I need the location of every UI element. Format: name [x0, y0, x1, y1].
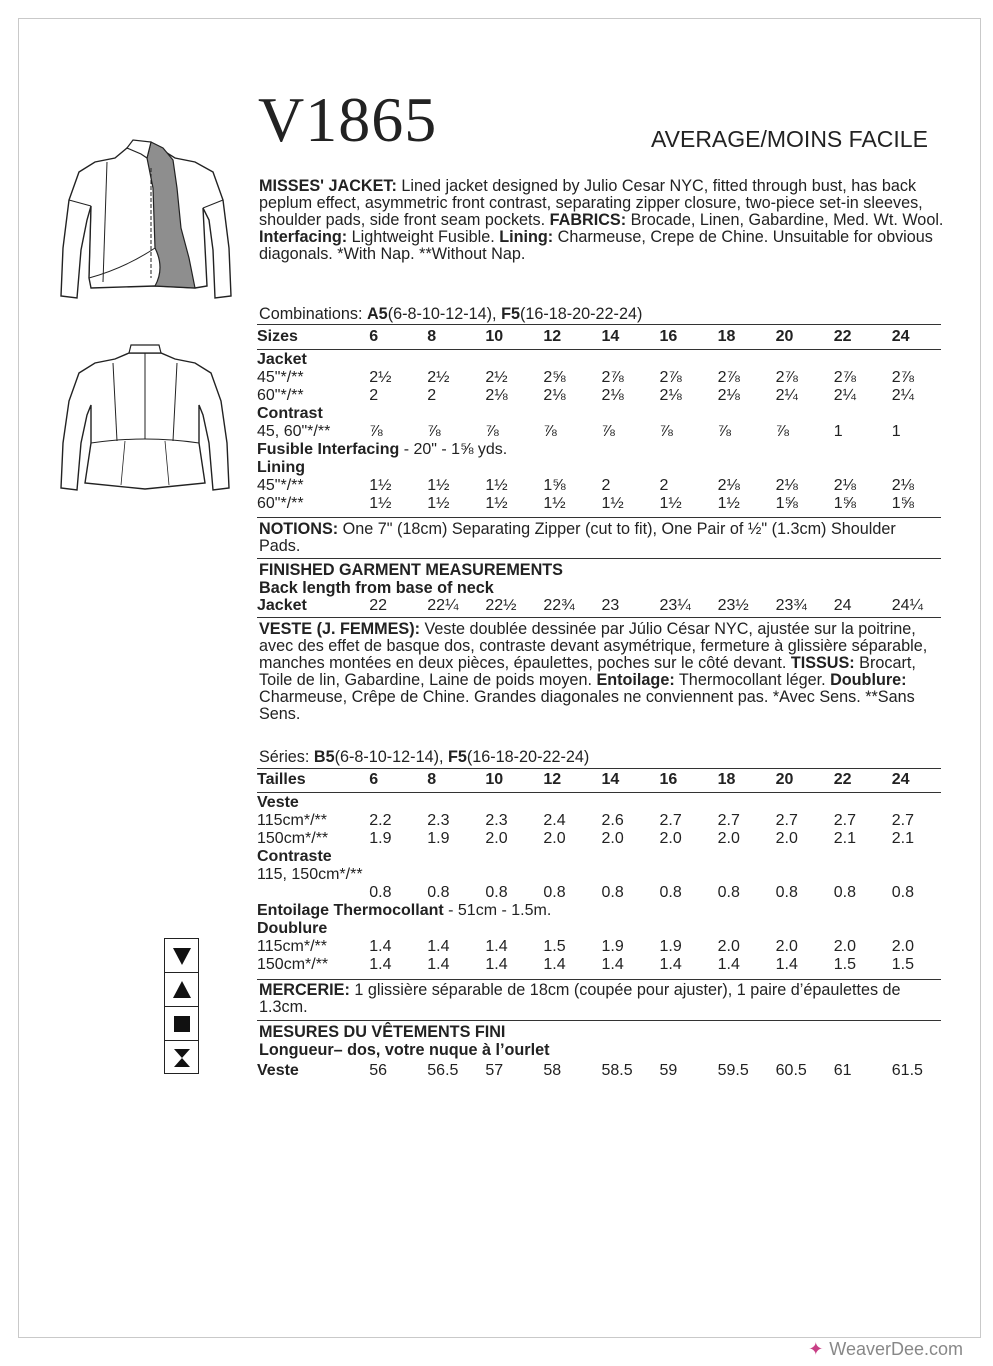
table-cell: 2⅛ [485, 387, 508, 404]
combo2-code: F5 [447, 748, 467, 766]
size-cell: 16 [659, 328, 678, 345]
divider [257, 617, 941, 618]
table-row [257, 884, 941, 902]
row-label: 150cm*/** [257, 956, 329, 973]
table-cell: 1.4 [717, 956, 740, 973]
table-cell: 2 [369, 387, 379, 404]
table-row [257, 848, 941, 866]
table-cell: 1½ [427, 477, 450, 494]
table-row [257, 387, 941, 405]
table-cell: ⅞ [369, 423, 383, 440]
row-label: 115cm*/** [257, 812, 327, 829]
table-cell: 2.3 [427, 812, 450, 829]
table-cell: 23¾ [775, 597, 807, 614]
table-row [257, 938, 941, 956]
size-cell: 10 [485, 328, 504, 345]
table-cell: 2¼ [833, 387, 856, 404]
table-cell: ⅞ [659, 423, 673, 440]
row-label: Veste [257, 1062, 299, 1079]
table-cell: 1.5 [833, 956, 856, 973]
size-cell: 14 [601, 328, 620, 345]
combo2-code: F5 [501, 305, 520, 323]
size-cell: 8 [427, 771, 437, 788]
table-cell: 22¾ [543, 597, 575, 614]
row-label: 60"*/** [257, 387, 304, 404]
table-cell: 1½ [369, 495, 392, 512]
description-label: VESTE (J. FEMMES): [259, 620, 420, 638]
table-row [257, 902, 941, 920]
combo2-range: (16-18-20-22-24) [519, 305, 643, 323]
size-cell: 20 [775, 771, 794, 788]
table-cell: 1 [891, 423, 901, 440]
table-cell: 2⅞ [659, 369, 682, 386]
table-cell: 1.5 [543, 938, 566, 955]
french-yardage-rows [257, 794, 941, 974]
table-cell: 0.8 [717, 884, 740, 901]
table-cell: 23¼ [659, 597, 691, 614]
table-cell: 2.0 [717, 938, 740, 955]
divider [257, 792, 941, 793]
table-cell: 22 [369, 597, 388, 614]
table-cell: ⅞ [775, 423, 789, 440]
series-line [259, 749, 589, 766]
description-text: Veste doublée dessinée par Júlio César NYC, ajustée sur la poitrine, avec des effet de basque dos, contraste devant asymétrique, fermeture à glissière séparable, manches montées en deux pièces, épaulettes, poches sur le côté devant. [259, 620, 928, 672]
table-cell: 0.8 [601, 884, 624, 901]
table-cell: 0.8 [485, 884, 508, 901]
table-cell: 22¼ [427, 597, 459, 614]
interfacing-text: Lightweight Fusible. [347, 228, 500, 246]
divider [257, 324, 941, 325]
table-cell: 1.4 [659, 956, 682, 973]
divider [257, 1020, 941, 1021]
table-cell: 1½ [369, 477, 392, 494]
divider [257, 979, 941, 980]
description-label: MISSES' JACKET: [259, 177, 397, 195]
table-cell: 2⅛ [659, 387, 682, 404]
table-cell: 2 [601, 477, 611, 494]
row-label: 115cm*/** [257, 938, 327, 955]
spool-icon: ✦ [808, 1339, 824, 1359]
table-row [257, 812, 941, 830]
table-cell: 2⅝ [543, 369, 566, 386]
table-cell: 23½ [717, 597, 749, 614]
table-cell: 2.4 [543, 812, 566, 829]
size-cell: 6 [369, 328, 379, 345]
fabrics-text: Brocart, Toile de lin, Gabardine, Laine de poids moyen. [259, 654, 916, 689]
table-cell: 59.5 [717, 1062, 749, 1079]
table-cell: 2.0 [485, 830, 508, 847]
french-notions [259, 982, 939, 1016]
sizes-label: Tailles [257, 771, 306, 788]
table-cell: 1.5 [891, 956, 915, 973]
size-cell: 14 [601, 771, 620, 788]
table-cell: 2⅞ [717, 369, 740, 386]
contrast-label: Contraste [257, 848, 332, 865]
table-cell: ⅞ [543, 423, 557, 440]
table-row [257, 769, 941, 791]
triangle-down-icon [165, 939, 198, 973]
table-row [257, 794, 941, 812]
french-yardage-table [257, 769, 941, 791]
table-cell: 2.7 [891, 812, 915, 829]
table-cell: 1.4 [543, 956, 566, 973]
table-cell: 2.3 [485, 812, 508, 829]
watermark [808, 1339, 963, 1360]
table-cell: 1.4 [427, 956, 450, 973]
table-cell: 2.0 [601, 830, 624, 847]
table-cell: 2.0 [717, 830, 740, 847]
table-row [257, 495, 941, 513]
table-cell: 1.4 [485, 938, 508, 955]
sizes-label: Sizes [257, 328, 298, 345]
table-cell: 2.7 [659, 812, 682, 829]
combinations-label: Combinations: [259, 305, 367, 323]
table-cell: 1½ [601, 495, 624, 512]
combo1-code: B5 [313, 748, 335, 766]
combo1-range: (6-8-10-12-14), [387, 305, 502, 323]
table-row [257, 830, 941, 848]
table-cell: 0.8 [891, 884, 915, 901]
table-cell: ⅞ [601, 423, 615, 440]
table-row [257, 920, 941, 938]
table-cell: 1.4 [775, 956, 798, 973]
french-back-length-table [257, 1062, 941, 1080]
table-cell: 1.9 [601, 938, 624, 955]
fabrics-text: Brocade, Linen, Gabardine, Med. Wt. Wool. [626, 211, 944, 229]
table-cell: 0.8 [775, 884, 798, 901]
table-cell: 2.7 [833, 812, 856, 829]
table-cell: 2.0 [543, 830, 566, 847]
interfacing-label: Interfacing: [259, 228, 348, 246]
table-cell: 2¼ [891, 387, 915, 404]
table-cell: 1½ [717, 495, 740, 512]
table-row [257, 1062, 941, 1080]
table-cell: 60.5 [775, 1062, 807, 1079]
table-cell: 1.9 [427, 830, 450, 847]
table-cell: 58.5 [601, 1062, 633, 1079]
notions-label: MERCERIE: [259, 981, 350, 999]
difficulty-level: AVERAGE/MOINS FACILE [651, 126, 928, 152]
pattern-number: V1865 [258, 84, 438, 155]
table-cell: 2 [427, 387, 437, 404]
table-row [257, 459, 941, 477]
table-cell: 2⅛ [891, 477, 915, 494]
measurements-title: MESURES DU VÊTEMENTS FINI [259, 1023, 506, 1041]
description-text: Lined jacket designed by Julio Cesar NYC, fitted through bust, has back peplum effect, asymmetric front contrast, separating zipper closure, two-piece set-in sleeves, shoulder pads, side front seam pockets. [259, 177, 923, 229]
back-length-label: Longueur– dos, votre nuque à l’ourlet [259, 1041, 550, 1059]
fusible-label: Fusible Interfacing [257, 441, 400, 458]
table-cell: 2⅛ [717, 477, 740, 494]
english-description [259, 178, 944, 263]
table-cell: 2.0 [775, 830, 798, 847]
square-icon [165, 1007, 198, 1041]
table-cell: 2.0 [891, 938, 915, 955]
fusible-text: - 20" - 1⅝ yds. [399, 441, 508, 458]
table-cell: 2.1 [891, 830, 915, 847]
table-cell: ⅞ [717, 423, 731, 440]
triangle-up-icon [165, 973, 198, 1007]
size-cell: 12 [543, 328, 562, 345]
table-cell: 56 [369, 1062, 388, 1079]
row-label: 115, 150cm*/** [257, 866, 363, 883]
table-cell: 1.4 [427, 938, 450, 955]
table-cell: 1⅝ [891, 495, 915, 512]
table-row [257, 597, 941, 615]
table-row [257, 326, 941, 348]
table-cell: 1⅝ [543, 477, 566, 494]
table-cell: 24¼ [891, 597, 923, 614]
table-cell: 2⅞ [601, 369, 624, 386]
table-cell: 61.5 [891, 1062, 923, 1079]
table-cell: 24 [833, 597, 852, 614]
fabrics-label: TISSUS: [790, 654, 855, 672]
contrast-label: Contrast [257, 405, 323, 422]
back-view-sketch [55, 343, 235, 498]
table-row [257, 423, 941, 441]
table-cell: 0.8 [543, 884, 566, 901]
table-cell: 2.0 [775, 938, 798, 955]
table-row [257, 351, 941, 369]
hourglass-icon [165, 1041, 198, 1075]
interfacing-label: Entoilage: [596, 671, 675, 689]
table-cell: 1.4 [369, 938, 392, 955]
fusible-text: - 51cm - 1.5m. [443, 902, 552, 919]
row-label: 45"*/** [257, 369, 304, 386]
size-cell: 22 [833, 771, 852, 788]
table-cell: 2.6 [601, 812, 624, 829]
table-cell: 23 [601, 597, 620, 614]
table-row [257, 405, 941, 423]
table-cell: 22½ [485, 597, 517, 614]
combinations-line [259, 306, 642, 323]
table-cell: 2.7 [775, 812, 798, 829]
table-row [257, 441, 941, 459]
row-label: 45, 60"*/** [257, 423, 331, 440]
size-cell: 24 [891, 771, 910, 788]
fusible-row [257, 902, 941, 920]
table-cell: 2⅛ [833, 477, 856, 494]
lining-text: Charmeuse, Crepe de Chine. Unsuitable for obvious diagonals. *With Nap. **Without Nap. [259, 228, 933, 263]
table-cell: 1.9 [369, 830, 392, 847]
symbol-legend [164, 938, 199, 1074]
table-cell: 1½ [543, 495, 566, 512]
watermark-text: WeaverDee.com [829, 1339, 963, 1359]
table-cell: 61 [833, 1062, 852, 1079]
table-cell: 1⅝ [833, 495, 856, 512]
size-cell: 18 [717, 328, 736, 345]
table-cell: ⅞ [485, 423, 499, 440]
lining-label: Lining: [499, 228, 554, 246]
notions-label: NOTIONS: [259, 520, 339, 538]
notions-text: One 7" (18cm) Separating Zipper (cut to fit), One Pair of ½" (1.3cm) Shoulder Pads. [259, 520, 896, 555]
table-cell: 1½ [659, 495, 682, 512]
table-cell: 0.8 [427, 884, 450, 901]
table-cell: 2⅛ [775, 477, 798, 494]
lining-section-label: Doublure [257, 920, 328, 937]
table-cell: 2½ [427, 369, 450, 386]
lining-text: Charmeuse, Crêpe de Chine. Grandes diagonales ne conviennent pas. *Avec Sens. **Sans Sens. [259, 688, 915, 723]
table-cell: 1.4 [369, 956, 392, 973]
divider [257, 349, 941, 350]
measurements-title: FINISHED GARMENT MEASUREMENTS [259, 561, 563, 579]
size-cell: 8 [427, 328, 437, 345]
size-cell: 10 [485, 771, 504, 788]
table-row [257, 956, 941, 974]
table-cell: 1½ [427, 495, 450, 512]
back-length-label: Back length from base of neck [259, 579, 494, 597]
fusible-row [257, 441, 941, 459]
english-back-length-table [257, 597, 941, 615]
interfacing-text: Thermocollant léger. [674, 671, 831, 689]
combo2-range: (16-18-20-22-24) [466, 748, 590, 766]
table-cell: 1.9 [659, 938, 682, 955]
jacket-label: Veste [257, 794, 299, 811]
table-cell: 57 [485, 1062, 504, 1079]
table-cell: 2⅛ [543, 387, 566, 404]
fusible-label: Entoilage Thermocollant [257, 902, 444, 919]
table-cell: ⅞ [427, 423, 441, 440]
table-cell: 0.8 [369, 884, 392, 901]
table-cell: 1.4 [485, 956, 508, 973]
fabrics-label: FABRICS: [549, 211, 627, 229]
combo1-range: (6-8-10-12-14), [334, 748, 448, 766]
row-label: 150cm*/** [257, 830, 329, 847]
table-cell: 2⅛ [601, 387, 624, 404]
table-cell: 2.0 [833, 938, 856, 955]
table-row [257, 866, 941, 884]
table-cell: 2⅞ [833, 369, 856, 386]
english-notions [259, 521, 939, 555]
size-cell: 16 [659, 771, 678, 788]
table-row [257, 369, 941, 387]
size-cell: 22 [833, 328, 852, 345]
front-view-sketch [55, 128, 235, 318]
table-cell: 2 [659, 477, 669, 494]
divider [257, 517, 941, 518]
row-label: 60"*/** [257, 495, 304, 512]
french-description [259, 621, 944, 723]
table-cell: 2½ [369, 369, 392, 386]
table-cell: 1½ [485, 495, 508, 512]
table-cell: 2.2 [369, 812, 392, 829]
english-yardage-rows [257, 351, 941, 513]
size-cell: 12 [543, 771, 562, 788]
table-cell: 2⅛ [717, 387, 740, 404]
table-cell: 58 [543, 1062, 562, 1079]
lining-section-label: Lining [257, 459, 305, 476]
lining-label: Doublure: [830, 671, 907, 689]
row-label: 45"*/** [257, 477, 304, 494]
notions-text: 1 glissière séparable de 18cm (coupée pour ajuster), 1 paire d’épaulettes de 1.3cm. [259, 981, 901, 1016]
english-yardage-table [257, 326, 941, 348]
table-cell: 1.4 [601, 956, 624, 973]
table-cell: 2½ [485, 369, 508, 386]
table-cell: 1 [833, 423, 843, 440]
table-cell: 59 [659, 1062, 678, 1079]
size-cell: 20 [775, 328, 794, 345]
size-cell: 6 [369, 771, 379, 788]
table-cell: 2⅞ [891, 369, 915, 386]
table-cell: 2.1 [833, 830, 856, 847]
table-cell: 2.7 [717, 812, 740, 829]
table-cell: 56.5 [427, 1062, 459, 1079]
table-cell: 2.0 [659, 830, 682, 847]
table-cell: 2⅞ [775, 369, 798, 386]
jacket-label: Jacket [257, 351, 307, 368]
table-cell: 0.8 [659, 884, 682, 901]
size-cell: 24 [891, 328, 910, 345]
table-row [257, 477, 941, 495]
row-label: Jacket [257, 597, 307, 614]
table-cell: 1⅝ [775, 495, 798, 512]
combo1-code: A5 [366, 305, 388, 323]
table-cell: 1½ [485, 477, 508, 494]
series-label: Séries: [259, 748, 314, 766]
size-cell: 18 [717, 771, 736, 788]
divider [257, 558, 941, 559]
table-cell: 0.8 [833, 884, 856, 901]
table-cell: 2¼ [775, 387, 798, 404]
